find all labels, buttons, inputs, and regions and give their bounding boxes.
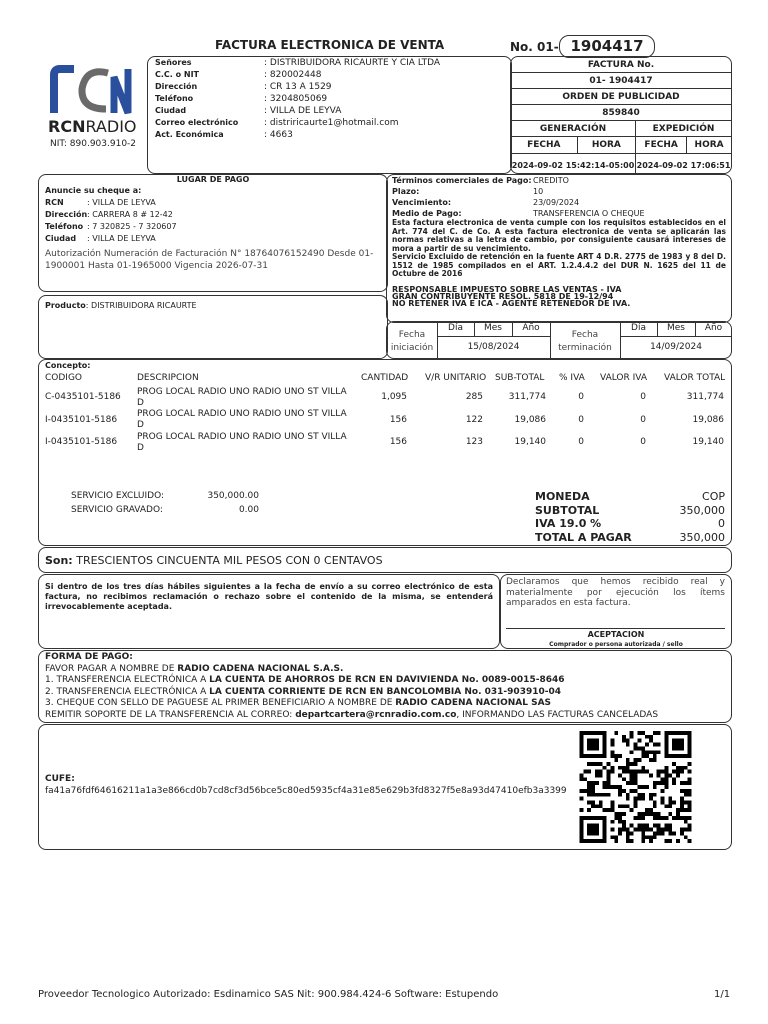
item-total: 311,774 [686, 392, 724, 402]
col-subtotal: SUB-TOTAL [495, 373, 545, 383]
item-iva: 0 [640, 415, 646, 425]
product-value: : DISTRIBUIDORA RICAURTE [85, 301, 197, 310]
inicio-label: Fecha iniciación [390, 330, 434, 353]
pf-text: RADIO CADENA NACIONAL S.A.S. [177, 663, 344, 674]
son-value: TRESCIENTOS CINCUENTA MIL PESOS CON 0 CENTAVOS [76, 554, 383, 567]
customer-value: : 820002448 [264, 70, 322, 80]
autorizacion-text: Autorización Numeración de Facturación N° 18764076152490 Desde 01-1900001 Hasta 01-1965000 Vigencia 2026-07-31 [45, 249, 374, 271]
item-desc-line: D [137, 420, 144, 430]
pf-text: RADIO CADENA NACIONAL SAS [395, 698, 552, 708]
anio-label: Año [704, 323, 723, 333]
customer-value: : CR 13 A 1529 [264, 82, 332, 92]
pp-value: : VILLA DE LEYVA [87, 234, 156, 243]
gen-hora-label: HORA [577, 137, 635, 154]
terms-value: TRANSFERENCIA O CHEQUE [533, 209, 645, 218]
customer-label: Dirección [155, 82, 198, 91]
mes-label: Mes [667, 323, 685, 333]
terms-value: 10 [533, 187, 544, 196]
terms-value: 23/09/2024 [533, 198, 580, 207]
terms-note-3: RESPONSABLE IMPUESTO SOBRE LAS VENTAS - IVA [392, 285, 622, 294]
item-pct: 0 [578, 437, 584, 447]
item-desc-line: PROG LOCAL RADIO UNO RADIO UNO ST VILLA [137, 432, 347, 442]
item-code: I-0435101-5186 [45, 415, 118, 425]
footer-page: 1/1 [714, 989, 731, 1000]
item-qty: 156 [389, 415, 407, 425]
item-total: 19,140 [692, 437, 724, 447]
customer-label: Correo electrónico [155, 118, 239, 127]
customer-values [264, 57, 440, 141]
item-code: I-0435101-5186 [45, 437, 118, 447]
product-line [45, 301, 197, 310]
item-qty: 156 [389, 437, 407, 447]
concepto-label: Concepto: [45, 361, 91, 370]
pp-label: RCN [45, 198, 64, 207]
item-pct: 0 [578, 415, 584, 425]
pf-text: REMITIR SOPORTE DE LA TRANSFERENCIA AL CORREO: [45, 709, 296, 720]
col-valor-iva: VALOR IVA [600, 373, 648, 383]
item-sub: 311,774 [508, 392, 546, 402]
item-desc-line: PROG LOCAL RADIO UNO RADIO UNO ST VILLA [137, 387, 347, 397]
son-label: Son: [45, 554, 73, 567]
pf-text: FAVOR PAGAR A NOMBRE DE [45, 663, 178, 674]
total-value: 350,000 [679, 530, 725, 544]
logo-wordmark [48, 117, 137, 136]
customer-value: : distriricaurte1@hotmail.com [264, 118, 399, 128]
cufe-value: fa41a76fdf64616211a1a3e866cd0b7cd8cf3d56bce5c80ed5935cf4a31e85e629b3fd8327f5e8a93d47410efb3a3399 [45, 786, 567, 796]
col-valor-total: VALOR TOTAL [664, 373, 726, 383]
item-pct: 0 [578, 392, 584, 402]
customer-value: : VILLA DE LEYVA [264, 106, 342, 116]
item-iva: 0 [640, 437, 646, 447]
pp-value: : CARRERA 8 # 12-42 [87, 210, 173, 219]
invoice-number-prefix: No. 01- [510, 40, 559, 54]
item-iva: 0 [640, 392, 646, 402]
item-unit: 122 [465, 415, 483, 425]
pp-label: Dirección [45, 210, 88, 219]
terms-rows [392, 175, 726, 219]
factura-value: 01- 1904417 [511, 73, 732, 89]
total-label: SUBTOTAL [535, 503, 600, 517]
gravado-label: SERVICIO GRAVADO: [71, 505, 163, 515]
terms-label: Vencimiento: [392, 198, 452, 207]
factura-label: FACTURA No. [511, 57, 732, 73]
total-label: MONEDA [535, 490, 590, 503]
invoice-number: 1904417 [559, 35, 655, 58]
customer-value: : 4663 [264, 130, 293, 140]
excluido-label: SERVICIO EXCLUIDO: [71, 491, 165, 501]
gravado-value: 0.00 [238, 505, 259, 515]
orden-label: ORDEN DE PUBLICIDAD [511, 89, 732, 105]
acceptance-sub: Comprador o persona autorizada / sello [549, 641, 683, 648]
pp-label: Teléfono [45, 222, 84, 231]
item-desc-line: D [137, 398, 144, 408]
pf-email: departcartera@rcnradio.com.co [295, 709, 457, 720]
anuncie-label: Anuncie su cheque a: [45, 186, 142, 195]
terms-note-2: Servicio Excluido de retención en la fuente ART 4 D.R. 2775 de 1983 y 8 del D. 1512 de 1985 compilados en el ART. 1.2.4.4.2 del DUR N. 1625 del 11 de Octubre de 2016 [392, 252, 726, 278]
exp-datetime: 2024-09-02 17:06:51 [636, 154, 732, 175]
terms-label: Plazo: [392, 187, 420, 196]
col-cantidad: CANTIDAD [361, 373, 409, 383]
payment-form [45, 652, 658, 721]
cufe-label: CUFE: [45, 774, 75, 784]
col-pct-iva: % IVA [559, 373, 585, 383]
item-total: 19,086 [692, 415, 724, 425]
pp-value: : 7 320825 - 7 320607 [87, 222, 177, 231]
terms-label: Términos comerciales de Pago: [392, 176, 532, 185]
customer-label: Teléfono [155, 94, 194, 103]
col-descripcion: DESCRIPCION [137, 373, 199, 383]
excluido-value: 350,000.00 [207, 491, 259, 501]
acceptance-label: ACEPTACION [587, 630, 645, 639]
total-label: TOTAL A PAGAR [535, 530, 632, 544]
product-label: Producto [45, 301, 86, 310]
customer-label: Ciudad [155, 106, 187, 115]
pf-text: 1. TRANSFERENCIA ELECTRÓNICA A [45, 675, 210, 685]
dia-label: Día [448, 323, 463, 333]
pf-text: 3. CHEQUE CON SELLO DE PAGUESE AL PRIMER BENEFICIARIO A NOMBRE DE [45, 698, 396, 708]
pf-text: , INFORMANDO LAS FACTURAS CANCELADAS [456, 709, 659, 720]
signature-line [506, 628, 725, 629]
pf-text: 2. TRANSFERENCIA ELECTRÓNICA A [45, 686, 210, 697]
pp-label: Ciudad [45, 234, 77, 243]
logo-sub: RADIO [85, 117, 137, 136]
pf-text: LA CUENTA DE AHORROS DE RCN EN DAVIVIENDA No. 0089-0015-8646 [209, 675, 565, 685]
dia-label: Día [631, 323, 646, 333]
customer-value: : DISTRIBUIDORA RICAURTE Y CIA LTDA [264, 58, 441, 68]
fin-value: 14/09/2024 [650, 342, 702, 352]
terms-label: Medio de Pago: [392, 209, 462, 218]
total-value: COP [702, 490, 725, 503]
item-unit: 285 [465, 392, 483, 402]
customer-labels [155, 57, 238, 141]
customer-value: : 3204805069 [264, 94, 328, 104]
item-desc-line: D [137, 443, 144, 453]
company-nit: NIT: 890.903.910-2 [50, 139, 137, 149]
invoice-info-box [510, 56, 732, 174]
totals [535, 490, 725, 544]
item-desc-line: PROG LOCAL RADIO UNO RADIO UNO ST VILLA [137, 409, 347, 419]
fin-label: Fecha terminación [558, 330, 612, 353]
payment-place-rows [45, 197, 375, 245]
generacion-label: GENERACIÓN [511, 121, 636, 137]
total-value: 350,000 [679, 503, 725, 517]
exp-fecha-label: FECHA [636, 137, 687, 154]
acceptance-text: Declaramos que hemos recibido real y materialmente por ejecución los ítems amparados en esta factura. [506, 577, 725, 608]
col-codigo: CODIGO [45, 373, 83, 383]
exp-hora-label: HORA [687, 137, 732, 154]
gen-fecha-label: FECHA [511, 137, 578, 154]
item-qty: 1,095 [381, 392, 407, 402]
rcn-logo-icon [48, 65, 133, 117]
customer-label: C.C. o NIT [155, 70, 200, 79]
customer-label: Act. Económica [155, 130, 224, 139]
item-desc [137, 432, 352, 454]
total-label: IVA 19.0 % [535, 517, 602, 530]
qr-code-icon [577, 731, 694, 843]
item-sub: 19,086 [514, 415, 546, 425]
item-unit: 123 [465, 437, 483, 447]
logo-text: RCN [48, 117, 86, 136]
pp-value: : VILLA DE LEYVA [87, 198, 156, 207]
terms-note-5: NO RETENER IVA E ICA - AGENTE RETENEDOR DE IVA. [392, 299, 631, 308]
expedicion-label: EXPEDICIÓN [636, 121, 732, 137]
terms-note-4: GRAN CONTRIBUYENTE RESOL. 5818 DE 19-12/94 [392, 292, 614, 301]
gen-datetime: 2024-09-02 15:42:14-05:00 [511, 154, 636, 175]
total-value: 0 [718, 517, 725, 530]
footer-provider: Proveedor Tecnologico Autorizado: Esdinamico SAS Nit: 900.984.424-6 Software: Estupendo [38, 989, 499, 1000]
item-desc [137, 387, 352, 409]
item-code: C-0435101-5186 [45, 392, 121, 402]
terms-value: CREDITO [533, 176, 569, 185]
inicio-value: 15/08/2024 [467, 342, 520, 352]
item-desc [137, 409, 352, 431]
orden-value: 859840 [511, 105, 732, 121]
claim-note: Si dentro de los tres días hábiles siguientes a la fecha de envío a su correo electrónico de esta factura, no recibimos reclamación o rechazo sobre el contenido de la misma, se entenderá irrevocablemente aceptada. [45, 582, 493, 611]
son-line [45, 554, 383, 567]
terms-note-1: Esta factura electronica de venta cumple con los requisitos establecidos en el Art. 774 del C. de Co. A esta factura electronica de venta se aplicarán las normas relativas a la letra de cambio, por consiguiente causará intereses de mora a partir de su vencimiento. [392, 218, 726, 253]
page-title: FACTURA ELECTRONICA DE VENTA [215, 38, 445, 52]
pf-text: LA CUENTA CORRIENTE DE RCN EN BANCOLOMBIA No. 031-903910-04 [209, 686, 562, 697]
anio-label: Año [522, 323, 540, 333]
mes-label: Mes [484, 323, 502, 333]
payment-place-title: LUGAR DE PAGO [176, 175, 250, 184]
col-unitario: V/R UNITARIO [425, 373, 487, 383]
payment-form-title: FORMA DE PAGO: [45, 652, 133, 662]
company-logo [48, 65, 137, 136]
customer-label: Señores [155, 58, 192, 67]
item-sub: 19,140 [514, 437, 546, 447]
